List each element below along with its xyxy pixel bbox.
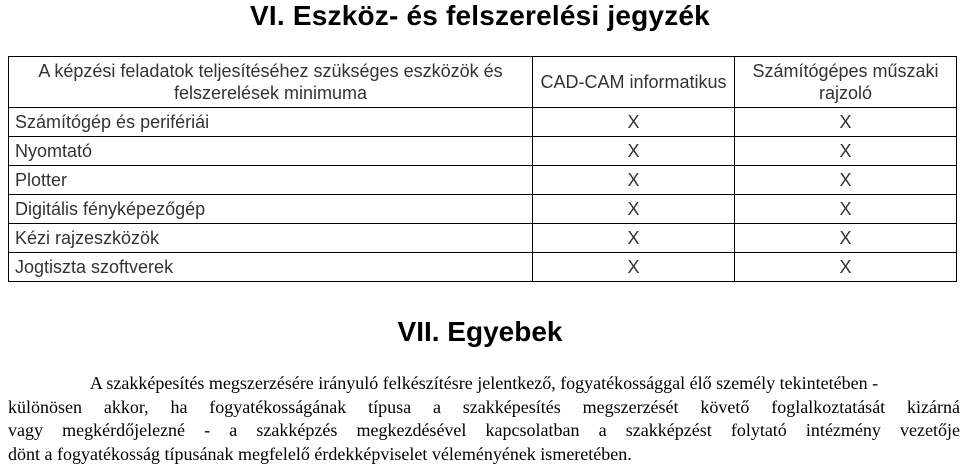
rajzolo-mark: X [735,166,957,195]
table-row [9,253,957,282]
table-row [9,108,957,137]
cad-cam-mark: X [533,253,735,282]
rajzolo-mark: X [735,108,957,137]
section-7-title: VII. Egyebek [397,316,563,347]
header-muszaki-rajzolo: Számítógépes műszaki rajzoló [735,57,957,108]
equipment-item: Nyomtató [9,137,533,166]
cad-cam-mark: X [533,108,735,137]
paragraph-line: dönt a fogyatékosság típusának megfelelő érdekképviselet véleményének ismeretében. [8,443,632,464]
paragraph-line: vagy megkérdőjelezné - a szakképzés megkezdésével kapcsolatban a szakképzést folytató intézmény vezetője [8,420,960,440]
equipment-item: Számítógép és perifériái [9,108,533,137]
rajzolo-mark: X [735,224,957,253]
cad-cam-mark: X [533,166,735,195]
paragraph-line: különösen akkor, ha fogyatékosságának típusa a szakképesítés megszerzését követő foglalkoztatását kizárná [8,396,960,417]
table-row [9,166,957,195]
section-7-paragraph [8,372,960,466]
equipment-item: Plotter [9,166,533,195]
table-header-row [9,57,957,108]
cad-cam-mark: X [533,224,735,253]
equipment-item: Jogtiszta szoftverek [9,253,533,282]
cad-cam-mark: X [533,195,735,224]
equipment-item: Digitális fényképezőgép [9,195,533,224]
table-row [9,224,957,253]
cad-cam-mark: X [533,137,735,166]
table-row [9,137,957,166]
section-6-title: VI. Eszköz- és felszerelési jegyzék [250,0,710,31]
header-cad-cam: CAD-CAM informatikus [533,57,735,108]
rajzolo-mark: X [735,137,957,166]
header-equipment: A képzési feladatok teljesítéséhez szükséges eszközök és felszerelések minimuma [9,57,533,108]
equipment-item: Kézi rajzeszközök [9,224,533,253]
rajzolo-mark: X [735,195,957,224]
paragraph-line: A szakképesítés megszerzésére irányuló felkészítésre jelentkező, fogyatékossággal élő személy tekintetében - [89,373,879,393]
equipment-table [8,56,957,282]
table-row [9,195,957,224]
rajzolo-mark: X [735,253,957,282]
